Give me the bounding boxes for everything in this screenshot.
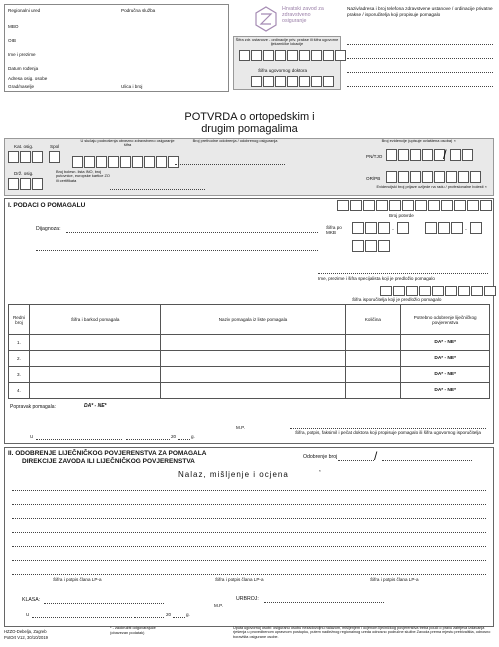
pn-tjo-boxes[interactable] [386,149,445,161]
form-code-1: HZZO-Debelja, Zagreb [4,629,47,634]
approval-number-line-2[interactable] [382,460,472,461]
section-2-year-g: g. [186,612,190,617]
or-pb-boxes[interactable] [386,171,481,183]
col-header-code: Šifra i barkod pomagala [29,305,160,335]
confirmation-number-label: Broj potvrde [389,213,414,218]
mkb-label: Šifra po MKB [326,225,342,236]
name-label: Ime i prezime [8,52,36,57]
document-line[interactable] [110,189,205,190]
repair-label: Popravak pomagala: [10,404,56,410]
section-1-mp: M.P. [236,425,245,430]
approval-number-label: Odobrenje broj [303,454,338,460]
category-label: Kat. osig. [14,144,34,149]
form-title-line-1: POTVRDA o ortopedskim i [184,111,315,123]
registry-line[interactable] [264,602,384,603]
member-label-3: Šifra i potpis člana LP-a [370,577,419,582]
findings-line-5[interactable] [12,546,486,547]
document-label: Broj bolesn. lista INO, broj putovnice, europske kartice ZO ili certifikata [56,169,110,183]
mkb-code-boxes-3[interactable] [425,222,463,234]
row-code-cell[interactable] [29,351,160,367]
approval-label: Broj prethodne odobrenja / odobrenog osiguranja [192,138,278,143]
institution-code-label: Šifra zdr. ustanove - ordinacije priv. prakse ili šifra ugovorne ljekarničke lokacije [235,37,339,47]
section-2-date-line[interactable] [134,617,164,618]
section-2-title-line-2: DIREKCIJE ZAVODA ILI LIJEČNIČKOG POVJERENSTVA [22,458,195,465]
institution-line-1[interactable] [347,44,493,45]
row-name-cell[interactable] [161,351,345,367]
mkb-code-boxes-1[interactable] [352,222,390,234]
row-name-cell[interactable] [161,335,345,351]
sex-box[interactable] [49,151,60,163]
approval-number-slash: / [374,449,378,463]
institution-code-boxes[interactable] [239,50,346,61]
evidence-note: Evidencijski broj prijave ozljede na radu / profesionalne bolesti [376,184,484,189]
row-quantity-cell[interactable] [345,351,401,367]
contract-doctor-code-boxes[interactable] [251,76,334,87]
mkb-code-boxes-2[interactable] [397,222,409,234]
row-approval[interactable]: DA* - NE* [401,367,490,383]
institution-line-2[interactable] [347,58,493,59]
col-header-approval: Potrebno odobrenje liječničkog povjerenstva [401,305,490,335]
row-code-cell[interactable] [29,335,160,351]
row-number: 1. [9,335,30,351]
diagnosis-label: Dijagnoza: [36,226,61,232]
mkb-dot-2: . [465,225,467,232]
oib-label: OIB [8,38,16,43]
evidence-note-star: * [485,185,487,190]
section-2-place-line[interactable] [32,617,132,618]
institution-line-3[interactable] [347,72,493,73]
city-label: Grad/naselje [8,84,35,89]
section-1-signature-label: Šifra, potpis, faksimil i pečat doktora koji propisuje pomagalo ili šifra ugovornog isporučitelja [295,430,481,435]
section-1-date-line[interactable] [126,439,170,440]
findings-line-2[interactable] [12,504,486,505]
street-label: Ulica i broj [121,84,143,89]
row-code-cell[interactable] [29,383,160,399]
section-1-year: 20 [171,434,177,439]
table-row[interactable] [9,367,490,383]
repair-value[interactable]: DA* - NE* [84,403,107,409]
regional-office-label: Regionalni ured [8,8,41,13]
evidence-label: Broj evidencije (upisuje ovlaštena osoba) [381,138,453,143]
col-header-number: Redni broj [9,305,30,335]
findings-star: * [319,469,321,474]
row-number: 3. [9,367,30,383]
confirmation-number-boxes[interactable] [337,200,492,211]
mkb-code-boxes-5[interactable] [352,240,390,252]
logo-text: Hrvatski zavod za zdravstveno osiguranje [282,6,324,25]
mkb-dot-1: . [392,225,394,232]
supplier-code-label: Šifra isporučitelja koji je predložio pomagalo [352,297,442,302]
evidence-year-boxes[interactable] [450,149,473,161]
findings-line-3[interactable] [12,518,486,519]
mkb-code-boxes-4[interactable] [470,222,482,234]
table-row[interactable] [9,335,490,351]
findings-line-1[interactable] [12,490,486,491]
table-row[interactable] [9,351,490,367]
findings-line-4[interactable] [12,532,486,533]
footer-note-1: * - zaokružiti odgovarajuće (obavezan podatak) [110,625,156,635]
class-label: KLASA: [22,597,41,603]
branch-office-label: Područna služba [121,8,156,13]
row-code-cell[interactable] [29,367,160,383]
col-header-quantity: Količina [345,305,401,335]
row-name-cell[interactable] [161,383,345,399]
state-boxes[interactable] [8,178,43,190]
section-2-title-line-1: II. ODOBRENJE LIJEČNIČKOG POVJERENSTVA ZA POMAGALA [8,450,207,457]
card-label: U slučaju podnošenja obvezno zdravstveno osiguranje šifra [80,138,175,148]
diagnosis-line-1[interactable] [66,232,318,233]
section-1-year-g: g. [191,434,195,439]
or-pb-label: OR/PB [366,176,381,181]
contract-doctor-code-label: Šifra ugovornog doktora [258,68,308,73]
class-line[interactable] [44,603,164,604]
section-2-year: 20 [166,612,172,617]
findings-line-7[interactable] [12,574,486,575]
items-table [8,304,490,399]
mbo-label: MBO [8,24,19,29]
items-table-header [9,305,490,335]
table-row[interactable] [9,383,490,399]
state-label: Drž. osig. [14,171,34,176]
findings-line-6[interactable] [12,560,486,561]
row-approval[interactable]: DA* - NE* [401,335,490,351]
diagnosis-line-2[interactable] [36,250,318,251]
member-label-1: Šifra i potpis člana LP-a [53,577,102,582]
sex-label: Spol [50,144,60,149]
row-name-cell[interactable] [161,367,345,383]
footer-note-2: Uputa ugovornoj osobi: osiguranu osobu nezadovoljnu nalazom, mišljenjem i ocjenom liječničkog povjerenstva treba pouči o pravu zahtjeva izdavanja rješenja u provedbenom upravnom postupku, putem nadležnog regionalnog ureda odnosno područne službe Zavoda prema mjestu prebivališta, odnosno boravišta osigurane osobe. [233,626,491,639]
row-quantity-cell[interactable] [345,367,401,383]
section-1-place-label: U [30,434,34,439]
section-1-place-line[interactable] [36,439,122,440]
address-label: Adresa osig. osobe [8,76,48,81]
category-boxes[interactable] [8,151,43,163]
col-header-name: Naziv pomagala iz liste pomagala [161,305,345,335]
specialist-label: Ime, prezime i šifra specijalista koji je predložio pomagalo [318,276,435,281]
section-1-title: I. PODACI O POMAGALU [8,202,86,209]
row-approval[interactable]: DA* - NE* [401,351,490,367]
evidence-star: * [454,139,456,144]
form-title [0,112,499,135]
evidence-slash: / [443,147,447,162]
specialist-line[interactable] [318,273,488,274]
form-code-2: PotOrt V12, 30/10/2019 [4,635,48,640]
row-quantity-cell[interactable] [345,383,401,399]
institution-line-4[interactable] [347,86,493,87]
row-number: 2. [9,351,30,367]
section-1-signature-line[interactable] [290,428,486,429]
member-label-2: Šifra i potpis člana LP-a [215,577,264,582]
registry-label: URBROJ: [236,596,259,602]
birth-date-label: Datum rođenja [8,66,39,71]
row-number: 4. [9,383,30,399]
hzzo-logo-icon [255,6,277,32]
findings-label: Nalaz, mišljenje i ocjena [178,470,289,479]
section-2-year-line[interactable] [173,617,185,618]
section-2-place-label: U [26,612,30,617]
institution-name-label: Naziv/adresa i broj telefona zdravstvene ustanove / ordinacije privatne prakse / isporučitelja koji propisuje pomagalo [347,6,493,17]
section-2-mp: M.P. [214,603,223,608]
approval-number-line-1[interactable] [338,460,374,461]
card-boxes[interactable] [72,156,179,168]
form-title-line-2: drugim pomagalima [201,122,298,135]
row-approval[interactable]: DA* - NE* [401,383,490,399]
approval-line[interactable] [175,164,285,165]
row-quantity-cell[interactable] [345,335,401,351]
pn-tjo-label: PN/TJO [366,154,383,159]
section-1-year-line[interactable] [178,439,190,440]
supplier-code-boxes[interactable] [380,286,496,296]
